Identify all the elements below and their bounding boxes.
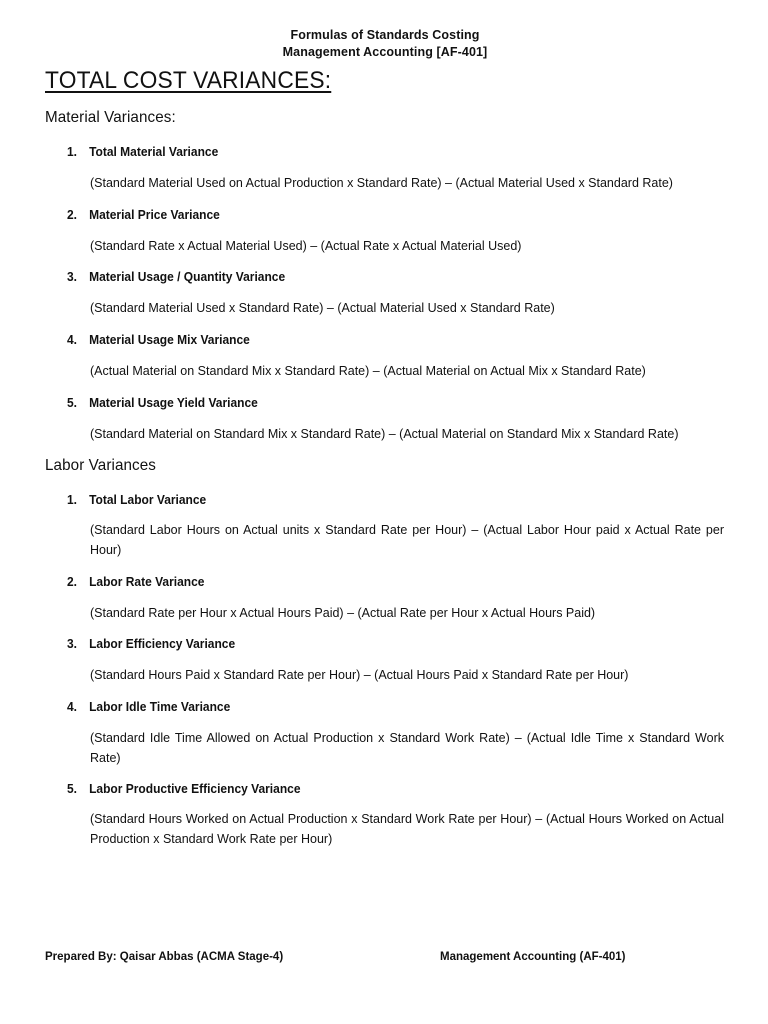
item-number: 2.: [67, 208, 78, 222]
item-title-text: Labor Rate Variance: [89, 575, 205, 589]
header-subtitle: Management Accounting [AF-401]: [282, 45, 488, 59]
item-title-text: Labor Productive Efficiency Variance: [89, 782, 301, 796]
labor-item-formula: (Standard Hours Paid x Standard Rate per Hour) – (Actual Hours Paid x Standard Rate per Hour): [90, 668, 629, 682]
item-number: 1.: [67, 493, 78, 507]
main-title: TOTAL COST VARIANCES:: [45, 67, 332, 94]
item-number: 1.: [67, 145, 78, 159]
item-number: 5.: [67, 396, 78, 410]
item-title-text: Total Labor Variance: [89, 493, 207, 507]
header-title: Formulas of Standards Costing: [290, 28, 480, 42]
item-title-text: Material Usage Mix Variance: [89, 333, 250, 347]
material-item-formula: (Standard Material on Standard Mix x Standard Rate) – (Actual Material on Standard Mix x Standard Rate): [90, 427, 679, 441]
material-item-title: [67, 332, 250, 348]
labor-item-title: [67, 699, 230, 715]
item-title-text: Material Usage / Quantity Variance: [89, 270, 286, 284]
item-number: 4.: [67, 700, 78, 714]
footer-course: Management Accounting (AF-401): [440, 951, 626, 963]
item-title-text: Total Material Variance: [89, 145, 219, 159]
material-item-formula: (Standard Rate x Actual Material Used) – (Actual Rate x Actual Material Used): [90, 239, 522, 253]
material-item-title: [67, 207, 220, 223]
material-item-title: [67, 395, 258, 411]
item-number: 3.: [67, 270, 78, 284]
footer-prepared-by: Prepared By: Qaisar Abbas (ACMA Stage-4): [45, 951, 284, 963]
material-item-formula: (Standard Material Used x Standard Rate) – (Actual Material Used x Standard Rate): [90, 301, 555, 315]
material-section-heading: Material Variances:: [45, 109, 176, 126]
labor-item-title: [67, 574, 204, 590]
item-title-text: Material Usage Yield Variance: [89, 396, 258, 410]
labor-item-title: [67, 492, 206, 508]
labor-item-title: [67, 781, 301, 797]
labor-section-heading: Labor Variances: [45, 457, 156, 474]
item-title-text: Labor Idle Time Variance: [89, 700, 231, 714]
item-number: 5.: [67, 782, 78, 796]
labor-item-formula: (Standard Labor Hours on Actual units x Standard Rate per Hour) – (Actual Labor Hour paid x Actual Rate per Hour): [90, 523, 724, 557]
labor-item-formula: (Standard Rate per Hour x Actual Hours Paid) – (Actual Rate per Hour x Actual Hours Paid): [90, 606, 596, 620]
item-number: 4.: [67, 333, 78, 347]
item-number: 2.: [67, 575, 78, 589]
material-item-title: [67, 144, 218, 160]
item-number: 3.: [67, 637, 78, 651]
item-title-text: Material Price Variance: [89, 208, 220, 222]
item-title-text: Labor Efficiency Variance: [89, 637, 236, 651]
labor-item-formula: (Standard Hours Worked on Actual Production x Standard Work Rate per Hour) – (Actual Hours Worked on Actual Production x Standard Work Rate per Hour): [90, 812, 724, 846]
material-item-formula: (Standard Material Used on Actual Production x Standard Rate) – (Actual Material Used x Standard Rate): [90, 176, 673, 190]
material-item-title: [67, 269, 285, 285]
labor-item-formula: (Standard Idle Time Allowed on Actual Production x Standard Work Rate) – (Actual Idle Time x Standard Work Rate): [90, 731, 724, 765]
material-item-formula: (Actual Material on Standard Mix x Standard Rate) – (Actual Material on Actual Mix x Standard Rate): [90, 364, 646, 378]
page-header: [0, 27, 768, 61]
labor-item-title: [67, 636, 235, 652]
